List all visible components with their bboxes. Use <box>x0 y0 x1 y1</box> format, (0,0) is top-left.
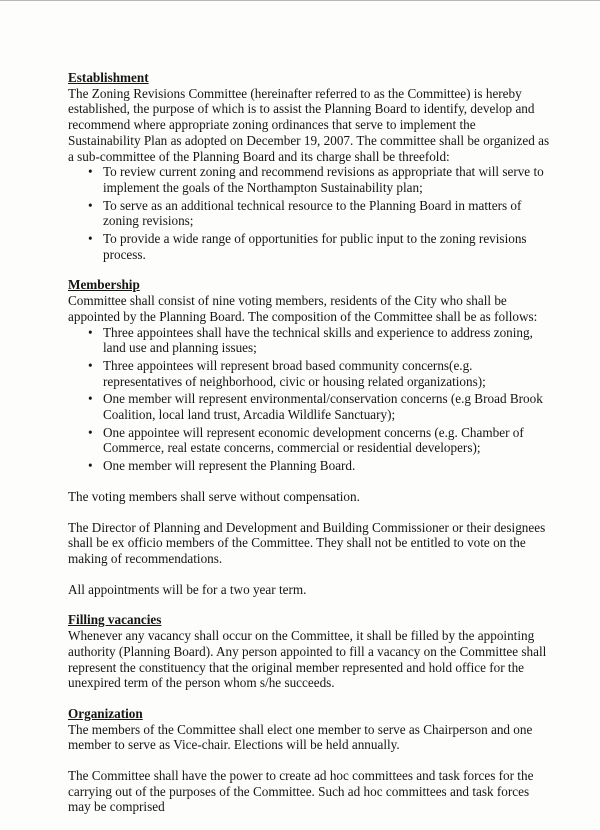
term-paragraph: All appointments will be for a two year term. <box>68 581 307 597</box>
list-item: • To serve as an additional technical resource to the Planning Board in matters of zoning revisions; <box>88 198 550 229</box>
document-body <box>68 70 550 830</box>
list-item: • To review current zoning and recommend revisions as appropriate that will serve to implement the goals of the Northampton Sustainability plan; <box>88 164 550 195</box>
membership-list <box>68 325 550 474</box>
list-item: • To provide a wide range of opportunities for public input to the zoning revisions process. <box>88 231 550 262</box>
membership-section <box>68 277 550 473</box>
list-item: • Three appointees shall have the technical skills and experience to address zoning, land use and planning issues; <box>88 325 550 356</box>
list-item: • One member will represent environmental/conservation concerns (e.g Broad Brook Coalition, local land trust, Arcadia Wildlife Sanctuary); <box>88 391 550 422</box>
organization-text: The members of the Committee shall elect one member to serve as Chairperson and one member to serve as Vice-chair. Elections will be held annually. <box>68 721 533 753</box>
scan-edge <box>0 0 600 7</box>
ex-officio-paragraph: The Director of Planning and Development and Building Commissioner or their designees shall be ex officio members of the Committee. They shall not be entitled to vote on the making of recommendations. <box>68 519 546 566</box>
establishment-section <box>68 70 550 262</box>
establishment-heading: Establishment <box>68 70 149 85</box>
list-item: • One member will represent the Planning Board. <box>88 458 550 474</box>
filling-vacancies-text: Whenever any vacancy shall occur on the Committee, it shall be filled by the appointing authority (Planning Board). Any person appointed to fill a vacancy on the Committee shall represent the constituency that the original member represented and hold office for the unexpired term of the person whom s/he succeeds. <box>68 628 547 691</box>
establishment-intro: The Zoning Revisions Committee (hereinafter referred to as the Committee) is hereby established, the purpose of which is to assist the Planning Board to identify, develop and recommend where appropriate zoning ordinances that serve to implement the Sustainability Plan as adopted on December 19, 2007. The committee shall be organized as a sub-committee of the Planning Board and its charge shall be threefold: <box>68 85 550 164</box>
compensation-paragraph: The voting members shall serve without compensation. <box>68 488 360 504</box>
ad-hoc-paragraph: The Committee shall have the power to create ad hoc committees and task forces for the carrying out of the purposes of the Committee. Such ad hoc committees and task forces may be comprised <box>68 768 534 815</box>
filling-vacancies-section <box>68 612 550 691</box>
membership-heading: Membership <box>68 277 140 293</box>
establishment-list <box>68 164 550 262</box>
membership-intro: Committee shall consist of nine voting members, residents of the City who shall be appointed by the Planning Board. The composition of the Committee shall be as follows: <box>68 293 538 324</box>
organization-heading: Organization <box>68 705 143 721</box>
organization-section <box>68 706 550 753</box>
list-item: • Three appointees will represent broad based community concerns(e.g. representatives of neighborhood, civic or housing related organizations); <box>88 358 550 389</box>
list-item: • One appointee will represent economic development concerns (e.g. Chamber of Commerce, real estate concerns, commercial or residential developers); <box>88 425 550 456</box>
filling-vacancies-heading: Filling vacancies <box>68 612 162 628</box>
